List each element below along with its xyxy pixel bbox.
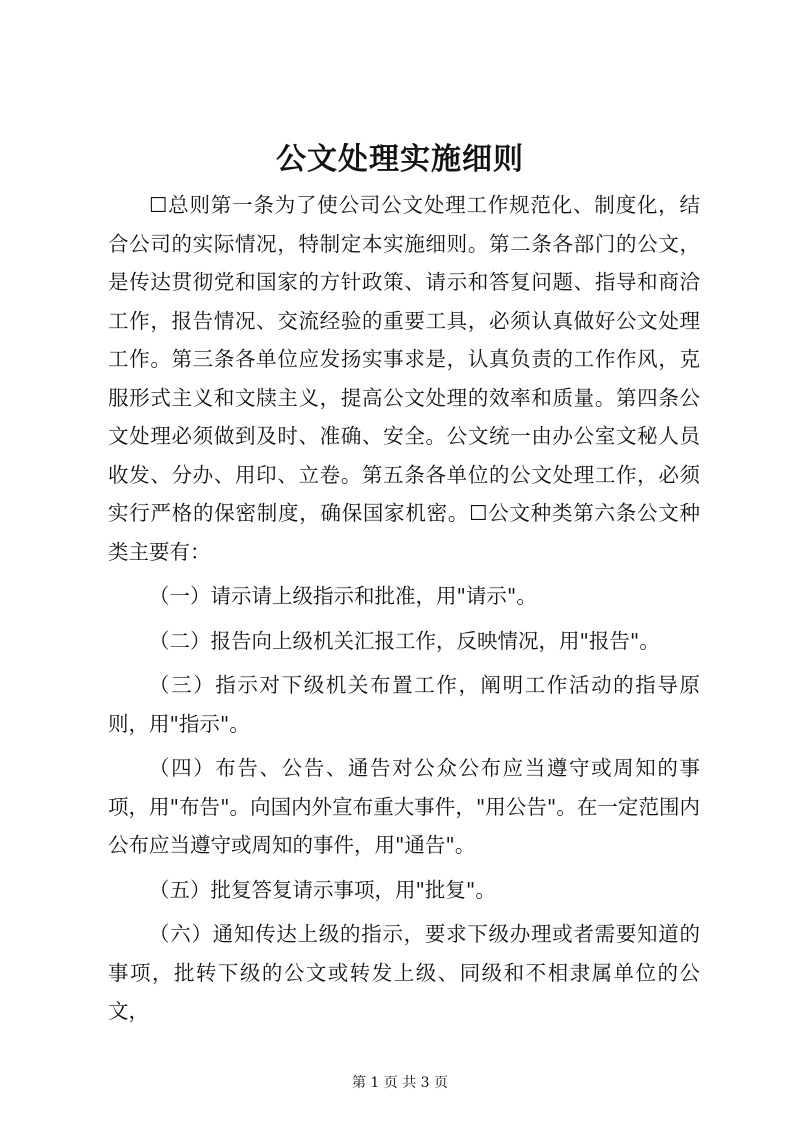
- paragraph-item-1: （一）请示请上级指示和批准，用"请示"。: [149, 584, 537, 608]
- paragraph-item-3: （三）指示对下级机关布置工作，阐明工作活动的指导原则，用"指示"。: [108, 673, 700, 736]
- paragraph-item-4: （四）布告、公告、通告对公众公布应当遵守或周知的事项，用"布告"。向国内外宣布重大事件，"用公告"。在一定范围内公布应当遵守或周知的事件，用"通告"。: [108, 756, 700, 857]
- document-title: 公文处理实施细则: [276, 142, 524, 177]
- document-body: [108, 186, 700, 1031]
- paragraph-item-6: （六）通知传达上级的指示，要求下级办理或者需要知道的事项，批转下级的公文或转发上级、同级和不相隶属单位的公文，: [108, 922, 700, 1023]
- paragraph-general-provisions: ☐总则第一条为了使公司公文处理工作规范化、制度化，结合公司的实际情况，特制定本实施细则。第二条各部门的公文，是传达贯彻党和国家的方针政策、请示和答复问题、指导和商洽工作，报告情况、交流经验的重要工具，必须认真做好公文处理工作。第三条各单位应发扬实事求是，认真负责的工作作风，克服形式主义和文牍主义，提高公文处理的效率和质量。第四条公文处理必须做到及时、准确、安全。公文统一由办公室文秘人员收发、分办、用印、立卷。第五条各单位的公文处理工作，必须实行严格的保密制度，确保国家机密。☐公文种类第六条公文种类主要有：: [108, 193, 700, 564]
- paragraph-item-2: （二）报告向上级机关汇报工作，反映情况，用"报告"。: [149, 628, 660, 653]
- paragraph-item-5: （五）批复答复请示事项，用"批复"。: [149, 877, 496, 902]
- page-number-footer: 第 1 页 共 3 页: [351, 1075, 449, 1091]
